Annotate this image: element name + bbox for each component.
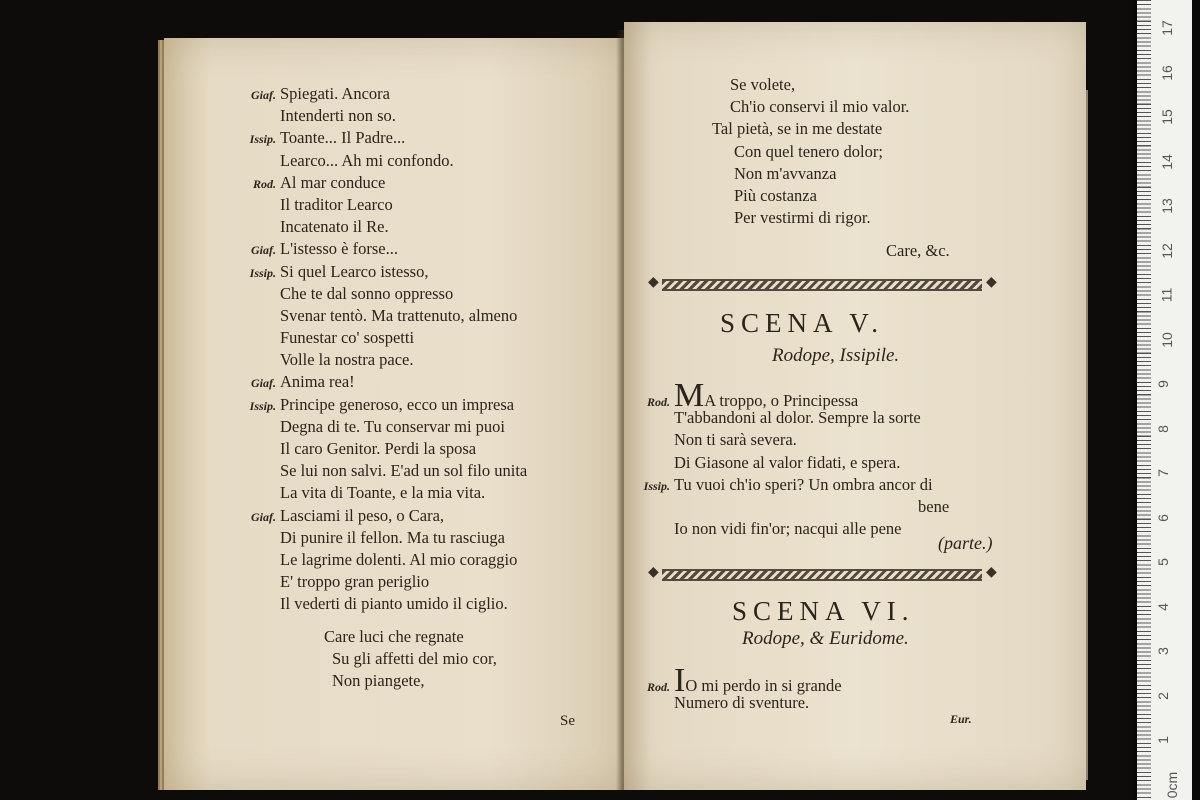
verse-line [244, 394, 527, 416]
verse-line [244, 438, 527, 460]
verse-line [244, 593, 527, 615]
speaker-label: Rod. [252, 176, 276, 191]
scena-6-heading: SCENA VI. [732, 596, 915, 626]
verse-line [244, 150, 527, 172]
verse-text: Funestar co' sospetti [280, 328, 415, 348]
verse-text: Che te dal sonno oppresso [280, 283, 454, 303]
aria-line: Tal pietà, se in me destate [712, 119, 883, 139]
speaker-label: Giaf. [251, 509, 276, 524]
scena-6-text [638, 662, 842, 714]
verse-text: Il traditor Learco [280, 194, 393, 214]
verse-line [244, 216, 527, 238]
aria-line: Ch'io conservi il mio valor. [730, 97, 910, 117]
left-page [164, 38, 630, 790]
verse-line [244, 105, 527, 127]
aria-line: Più costanza [734, 185, 817, 205]
catchword-right: Eur. [950, 712, 972, 726]
speaker-label: Issip. [249, 132, 276, 147]
ruler-number: 6 [1154, 513, 1171, 522]
verse-text: A troppo, o Principessa [704, 391, 859, 410]
verse-line [638, 474, 949, 496]
verse-text: O mi perdo in si grande [685, 676, 842, 695]
speaker-label: Issip. [249, 265, 276, 280]
verse-line [638, 692, 842, 714]
ornament-end-left-1: ◆ [648, 275, 659, 290]
verse-text: Se lui non salvi. E'ad un sol filo unita [280, 461, 528, 481]
verse-text: Si quel Learco istesso, [280, 261, 429, 281]
ornament-end-left-2: ◆ [648, 565, 659, 580]
verse-line [244, 571, 527, 593]
verse-line [244, 505, 527, 527]
verse-line [244, 349, 527, 371]
verse-text: Le lagrime dolenti. Al mio coraggio [280, 549, 518, 569]
verse-line [244, 305, 527, 327]
verse-text: La vita di Toante, e la mia vita. [280, 483, 486, 503]
drop-initial: I [674, 662, 686, 699]
verse-text: bene [918, 496, 950, 516]
aria-line: Se volete, [730, 75, 796, 94]
ruler-number: 5 [1154, 558, 1171, 566]
speaker-label: Giaf. [251, 243, 276, 258]
aria-line: Non m'avvanza [734, 163, 837, 183]
speaker-label: Issip. [249, 398, 276, 413]
da-capo: Care, &c. [886, 241, 950, 260]
verse-text: Tu vuoi ch'io speri? Un ombra ancor di [674, 474, 933, 494]
verse-text: E' troppo gran periglio [280, 572, 430, 592]
verse-line [244, 83, 527, 105]
ruler-number: 2 [1154, 691, 1171, 700]
verse-line [244, 283, 527, 305]
verse-text: T'abbandoni al dolor. Sempre la sorte [674, 408, 921, 428]
ruler-number: 10 [1158, 331, 1175, 348]
speaker-label: Giaf. [251, 88, 276, 102]
verse-line [638, 496, 949, 518]
verse-text: Spiegati. Ancora [280, 84, 390, 103]
ruler-number: 12 [1158, 242, 1175, 259]
aria-line: Per vestirmi di rigor. [734, 208, 871, 228]
measuring-ruler [1137, 0, 1192, 800]
ornament-divider-2 [662, 569, 982, 581]
aria-line: Care luci che regnate [324, 627, 464, 646]
verse-text: Non ti sarà severa. [674, 430, 797, 450]
verse-text: Principe generoso, ecco un impresa [280, 394, 515, 414]
exit-direction: (parte.) [938, 533, 993, 553]
ornament-end-right-1: ◆ [986, 275, 997, 290]
speaker-label: Giaf. [251, 376, 276, 391]
verse-line [638, 518, 949, 540]
ruler-number: 8 [1154, 424, 1171, 433]
catchword-left: Se [560, 713, 575, 729]
verse-line [638, 452, 949, 474]
verse-text: Il caro Genitor. Perdi la sposa [280, 439, 477, 458]
ruler-number: 9 [1154, 380, 1171, 388]
speaker-label: Rod. [646, 395, 670, 409]
verse-line [244, 482, 527, 504]
verse-line [638, 662, 842, 699]
verse-text: Learco... Ah mi confondo. [280, 150, 454, 170]
verse-text: Numero di sventure. [674, 693, 810, 713]
verse-text: Intenderti non so. [280, 106, 396, 126]
verse-line [244, 261, 527, 283]
ruler-number: 13 [1158, 198, 1175, 214]
speaker-label: Rod. [646, 680, 670, 694]
verse-text: Volle la nostra pace. [280, 350, 414, 370]
verse-line [244, 194, 527, 216]
verse-line [244, 172, 527, 194]
ruler-number: 7 [1154, 469, 1171, 477]
verse-text: Svenar tentò. Ma trattenuto, almeno [280, 305, 518, 325]
verse-text: Toante... Il Padre... [280, 128, 406, 148]
verse-text: Di punire il fellon. Ma tu rasciuga [280, 527, 505, 547]
verse-text: Lasciami il peso, o Cara, [280, 505, 445, 525]
open-book [158, 20, 1088, 790]
ruler-number: 14 [1158, 153, 1175, 170]
ornament-end-right-2: ◆ [986, 565, 997, 580]
verse-line [244, 460, 527, 482]
left-page-text [244, 83, 527, 616]
verse-text: Incatenato il Re. [280, 217, 389, 237]
verse-line [244, 549, 527, 571]
ruler-ticks [1137, 0, 1151, 800]
ornament-divider-1 [662, 279, 982, 291]
ruler-number: 0cm [1164, 771, 1181, 798]
verse-text: Il vederti di pianto umido il ciglio. [280, 594, 508, 614]
verse-text: Degna di te. Tu conservar mi puoi [280, 416, 506, 436]
verse-line [638, 377, 949, 414]
verse-line [244, 327, 527, 349]
verse-line [638, 407, 949, 429]
verse-line [244, 238, 527, 260]
aria-stanza [324, 626, 497, 693]
scena-5-heading: SCENA V. [720, 308, 885, 338]
ruler-number: 3 [1154, 647, 1171, 655]
verse-line [244, 527, 527, 549]
ruler-number: 16 [1158, 64, 1175, 81]
verse-text: Anima rea! [280, 372, 355, 392]
ruler-number: 4 [1154, 602, 1171, 611]
verse-line [244, 371, 527, 393]
ruler-number: 17 [1158, 20, 1175, 36]
scena-6-persons: Rodope, & Euridome. [742, 628, 909, 649]
verse-text: Al mar conduce [280, 172, 386, 192]
scena-5-persons: Rodope, Issipile. [772, 345, 900, 366]
verse-line [244, 127, 527, 149]
verse-text: L'istesso è forse... [280, 239, 398, 259]
aria-line: Su gli affetti del mio cor, [332, 649, 497, 669]
verse-line [638, 429, 949, 451]
scena-5-text [638, 377, 950, 540]
ruler-number: 1 [1154, 736, 1171, 744]
verse-text: Di Giasone al valor fidati, e spera. [674, 452, 901, 472]
verse-line [244, 416, 527, 438]
ruler-number: 15 [1158, 109, 1175, 125]
aria-line: Con quel tenero dolor; [734, 141, 883, 161]
aria-continuation [712, 74, 909, 229]
verse-text: Io non vidi fin'or; nacqui alle pene [674, 519, 902, 539]
right-page [624, 22, 1086, 790]
drop-initial: M [674, 377, 705, 414]
ruler-number: 11 [1158, 287, 1175, 303]
speaker-label: Issip. [643, 478, 670, 493]
aria-line: Non piangete, [332, 671, 425, 691]
